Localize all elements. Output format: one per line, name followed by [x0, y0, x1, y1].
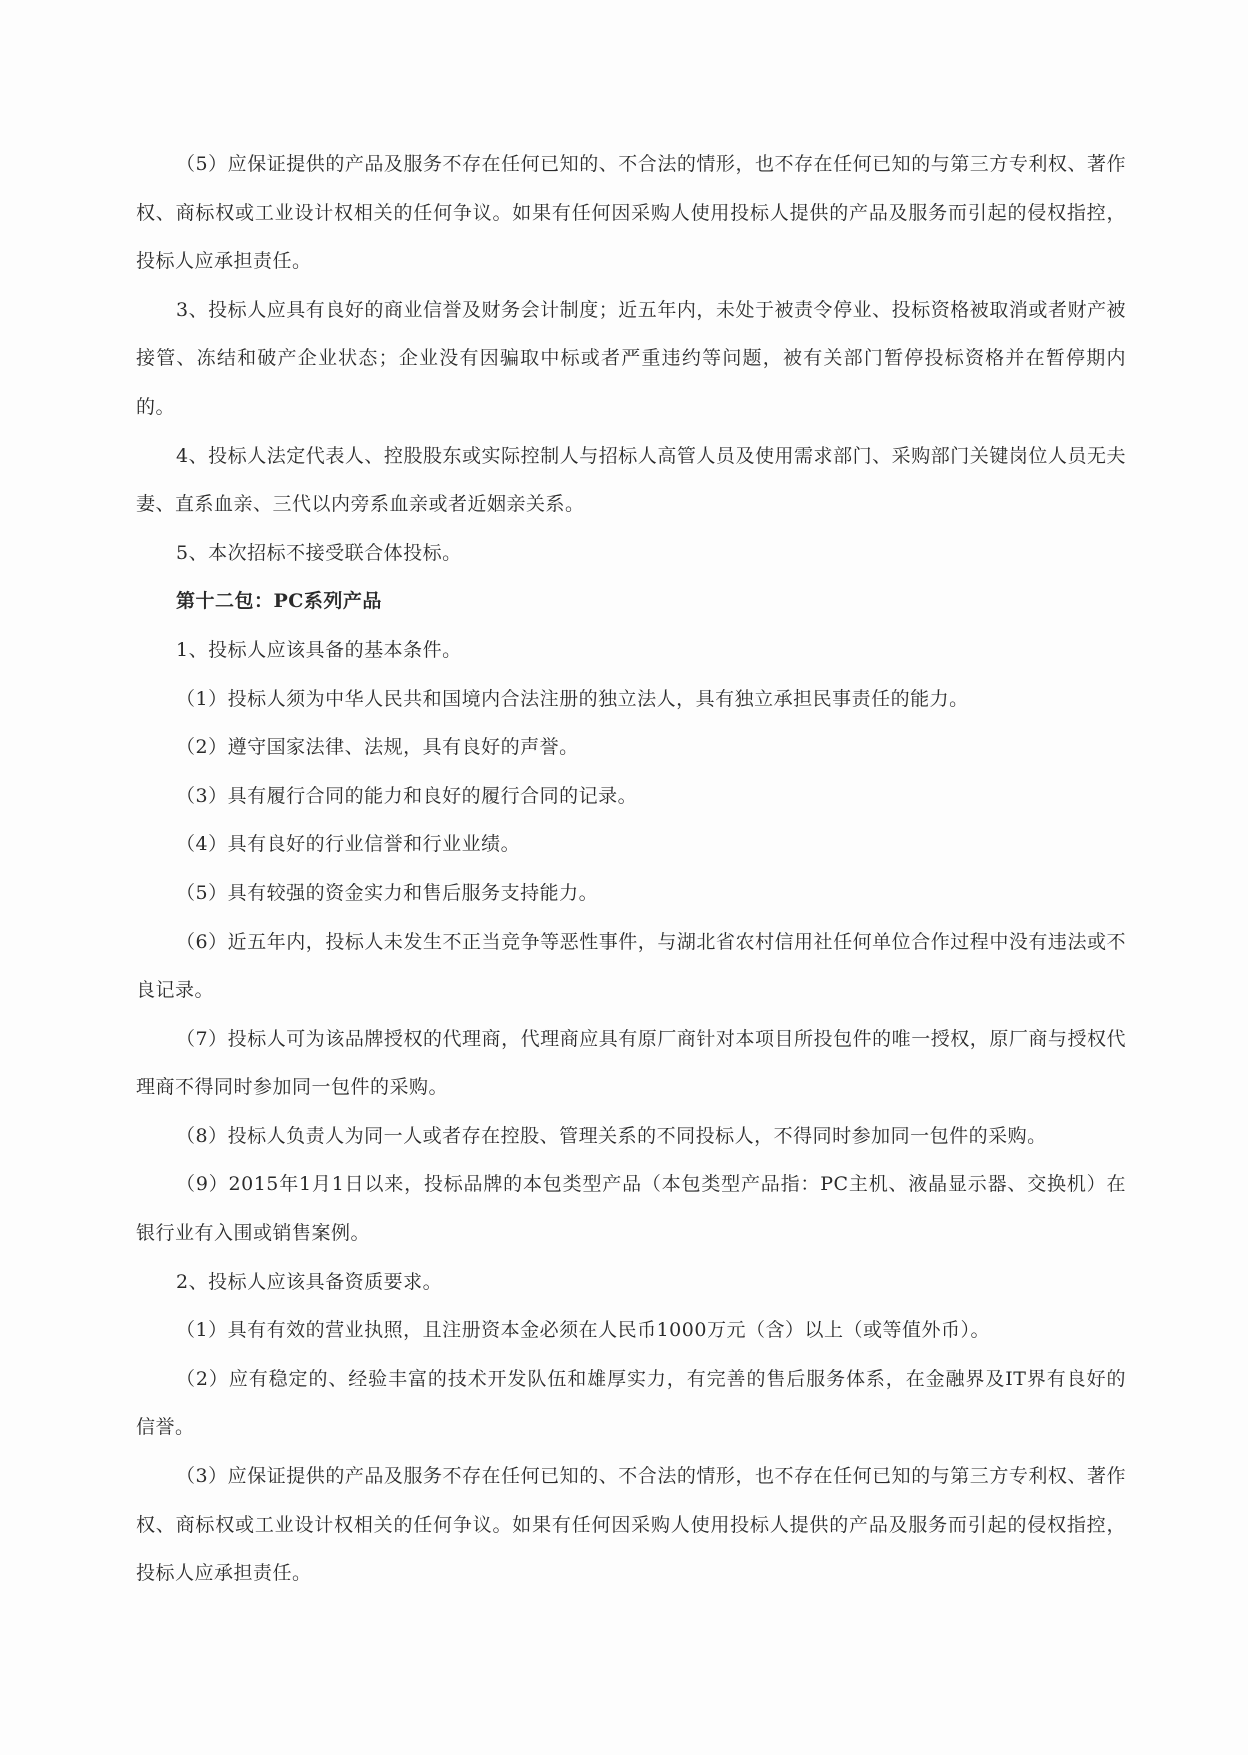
paragraph-requirement-5: 5、本次招标不接受联合体投标。: [176, 541, 462, 564]
paragraph-condition-3: （3）具有履行合同的能力和良好的履行合同的记录。: [176, 784, 638, 807]
paragraph-condition-2: （2）遵守国家法律、法规，具有良好的声誉。: [176, 736, 579, 759]
paragraph-condition-6: （6）近五年内，投标人未发生不正当竞争等恶性事件，与湖北省农村信用社任何单位合作过程中没有违法或不良记录。: [136, 930, 1126, 1002]
paragraph-condition-7: （7）投标人可为该品牌授权的代理商，代理商应具有原厂商针对本项目所投包件的唯一授权，原厂商与授权代理商不得同时参加同一包件的采购。: [136, 1027, 1126, 1099]
paragraph-qualification-requirements: 2、投标人应该具备资质要求。: [176, 1270, 443, 1293]
document-body: [136, 140, 1126, 1598]
paragraph-condition-9: （9）2015年1月1日以来，投标品牌的本包类型产品（本包类型产品指：PC主机、液晶显示器、交换机）在银行业有入围或销售案例。: [136, 1173, 1126, 1245]
paragraph-condition-5: （5）具有较强的资金实力和售后服务支持能力。: [176, 881, 599, 904]
paragraph-qualification-1: （1）具有有效的营业执照，且注册资本金必须在人民币1000万元（含）以上（或等值外币）。: [176, 1319, 990, 1342]
paragraph-condition-1: （1）投标人须为中华人民共和国境内合法注册的独立法人，具有独立承担民事责任的能力。: [176, 687, 969, 710]
paragraph-requirement-3: 3、投标人应具有良好的商业信誉及财务会计制度；近五年内，未处于被责令停业、投标资格被取消或者财产被接管、冻结和破产企业状态；企业没有因骗取中标或者严重违约等问题，被有关部门暂停投标资格并在暂停期内的。: [136, 298, 1126, 418]
paragraph-qualification-3: （3）应保证提供的产品及服务不存在任何已知的、不合法的情形，也不存在任何已知的与第三方专利权、著作权、商标权或工业设计权相关的任何争议。如果有任何因采购人使用投标人提供的产品及服务而引起的侵权指控，投标人应承担责任。: [136, 1465, 1126, 1585]
paragraph-requirement-4: 4、投标人法定代表人、控股股东或实际控制人与招标人高管人员及使用需求部门、采购部门关键岗位人员无夫妻、直系血亲、三代以内旁系血亲或者近姻亲关系。: [136, 444, 1126, 516]
paragraph-item-5-ip-warranty: （5）应保证提供的产品及服务不存在任何已知的、不合法的情形，也不存在任何已知的与第三方专利权、著作权、商标权或工业设计权相关的任何争议。如果有任何因采购人使用投标人提供的产品及服务而引起的侵权指控，投标人应承担责任。: [136, 153, 1126, 273]
paragraph-condition-8: （8）投标人负责人为同一人或者存在控股、管理关系的不同投标人，不得同时参加同一包件的采购。: [176, 1124, 1047, 1147]
paragraph-condition-4: （4）具有良好的行业信誉和行业业绩。: [176, 833, 521, 856]
paragraph-basic-conditions: 1、投标人应该具备的基本条件。: [176, 638, 462, 661]
paragraph-qualification-2: （2）应有稳定的、经验丰富的技术开发队伍和雄厚实力，有完善的售后服务体系，在金融界及IT界有良好的信誉。: [136, 1367, 1126, 1439]
section-heading-package-12: 第十二包：PC系列产品: [176, 590, 382, 613]
